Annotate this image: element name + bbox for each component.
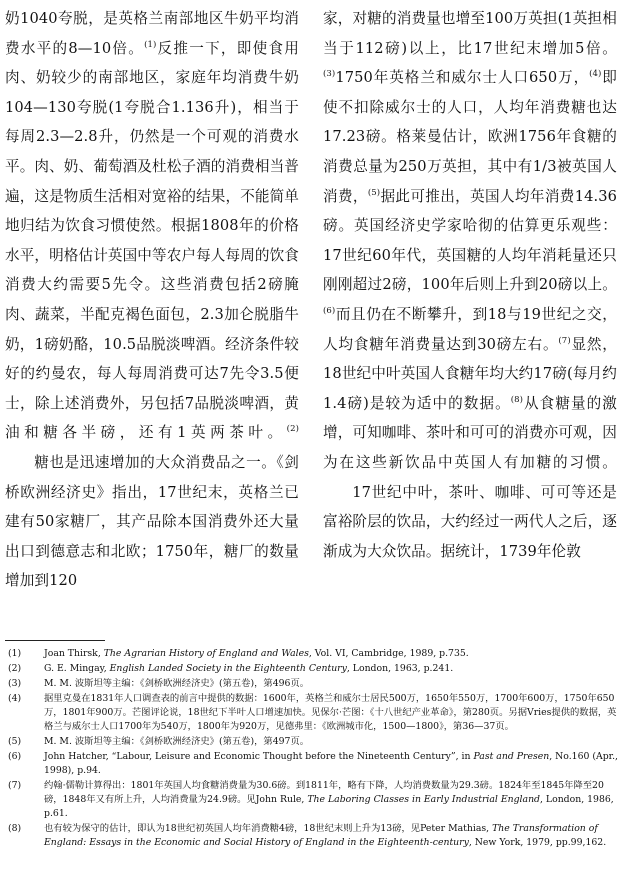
- footnote: (8) 也有较为保守的估计，即认为18世纪初英国人均年消费糖4磅，18世纪末则上升为13磅，见Peter Mathias, The Transformation of England: Essays in the Economic and Social History of England in the Eighteenth-century, New York, 1979, pp.99,162.: [8, 823, 607, 848]
- footnote-number: (7): [8, 780, 22, 791]
- footnote-ref[interactable]: (8): [510, 394, 524, 405]
- footnote-ref[interactable]: (2): [286, 424, 299, 435]
- footnote: (7) 约翰·儒勒计算得出：1801年英国人均食糖消费量为30.6磅。到1811年，略有下降，人均消费数量为29.3磅。1824年至1845年降至20磅，1848年又有所上升，人均消费量为24.9磅。见John Rule, The Laboring Classes in Early Industrial England, London, 1986, p.61.: [8, 780, 614, 819]
- footnote: (2) G. E. Mingay, English Landed Society in the Eighteenth Century, London, 1963, p.241.: [8, 663, 454, 674]
- left-text-column: [5, 4, 299, 596]
- footnote-number: (2): [8, 663, 22, 674]
- footnote: (1) Joan Thirsk, The Agrarian History of England and Wales, Vol. VI, Cambridge, 1989, p.735.: [8, 648, 469, 659]
- footnote-ref[interactable]: (3): [323, 69, 336, 80]
- footnote-number: (5): [8, 736, 22, 747]
- footnote-number: (1): [8, 648, 22, 659]
- footnote-number: (6): [8, 751, 22, 762]
- paragraph: 17世纪中叶，茶叶、咖啡、可可等还是富裕阶层的饮品，大约经过一两代人之后，逐渐成为大众饮品。据统计，1739年伦敦: [323, 483, 617, 560]
- paragraph: 家，对糖的消费量也增至100万英担(1英担相当于112磅)以上，比17世纪末增加5倍。$^{(3)}$1750年英格兰和威尔士人口650万，$^{(4)}$即使不扣除威尔士的人口，人均年消费糖也达17.23磅。格莱曼估计，欧洲1756年食糖的消费总量为250万英担，其中有1/3被英国人消费，$^{(5)}$据此可推出，英国人均年消费14.36磅。英国经济史学家哈彻的估算更乐观些：17世纪60年代，英国糖的人均年消耗量还只刚刚超过2磅，100年后则上升到20磅以上。$^{(6)}$而且仍在不断攀升，到18与19世纪之交，人均食糖年消费量达到30磅左右。$^{(7)}$显然，18世纪中叶英国人食糖年均大约17磅(每月约1.4磅)是较为适中的数据。$^{(8)}$从食糖量的激增，可知咖啡、茶叶和可可的消费亦可观，因为在这些新饮品中英国人有加糖的习惯。: [323, 10, 617, 471]
- footnote-ref[interactable]: (6): [323, 305, 336, 316]
- footnote: (6) John Hatcher, “Labour, Leisure and Economic Thought before the Nineteenth Century”, in Past and Presen, No.160 (Apr., 1998), p.94.: [8, 751, 618, 776]
- footnote: (4) 据里克曼在1831年人口调查表的前言中提供的数据：1600年，英格兰和威尔士居民500万，1650年550万，1700年600万，1750年650万，1801年900万。芒图评论说，18世纪下半叶人口增速加快。见保尔·芒图：《十八世纪产业革命》，第280页。另据Vries提供的数据，英格兰与威尔士人口1700年为540万，1800年为920万，见德弗里：《欧洲城市化，1500—1800》，第36—37页。: [8, 693, 617, 732]
- footnote-number: (4): [8, 693, 22, 704]
- footnote-number: (3): [8, 678, 22, 689]
- footnotes: [8, 647, 620, 851]
- footnote-ref[interactable]: (7): [558, 335, 571, 346]
- paragraph: 糖也是迅速增加的大众消费品之一。《剑桥欧洲经济史》指出，17世纪末，英格兰已建有50家糖厂，其产品除本国消费外还大量出口到德意志和北欧；1750年，糖厂的数量增加到120: [5, 453, 299, 590]
- right-text-column: [323, 4, 617, 566]
- footnote-ref[interactable]: (4): [589, 69, 602, 80]
- footnote-divider: [5, 640, 105, 641]
- footnote-number: (8): [8, 823, 22, 834]
- footnote-ref[interactable]: (1): [144, 39, 157, 50]
- footnote: (3) M. M. 波斯坦等主编：《剑桥欧洲经济史》(第五卷)，第496页。: [8, 678, 310, 689]
- paragraph: 奶1040夸脱，是英格兰南部地区牛奶平均消费水平的8—10倍。$^{(1)}$反推一下，即使食用肉、奶较少的南部地区，家庭年均消费牛奶104—130夸脱(1夸脱合1.136升)，相当于每周2.3—2.8升，仍然是一个可观的消费水平。肉、奶、葡萄酒及杜松子酒的消费相当普遍，这是物质生活相对宽裕的结果，不能简单地归结为饮食习惯使然。根据1808年的价格水平，明格估计英国中等农户每人每周的饮食消费大约需要5先令。这些消费包括2磅腌肉、蔬菜，半配克褐色面包，2.3加仑脱脂牛奶，1磅奶酪，10.5品脱淡啤酒。经济条件较好的约曼农，每人每周消费可达7先令3.5便士，除上述消费外，另包括7品脱淡啤酒，黄油和糖各半磅，还有1英两茶叶。$^{(2)}$: [5, 10, 299, 442]
- footnote: (5) M. M. 波斯坦等主编：《剑桥欧洲经济史》(第五卷)，第497页。: [8, 736, 310, 747]
- footnote-ref[interactable]: (5): [367, 187, 381, 198]
